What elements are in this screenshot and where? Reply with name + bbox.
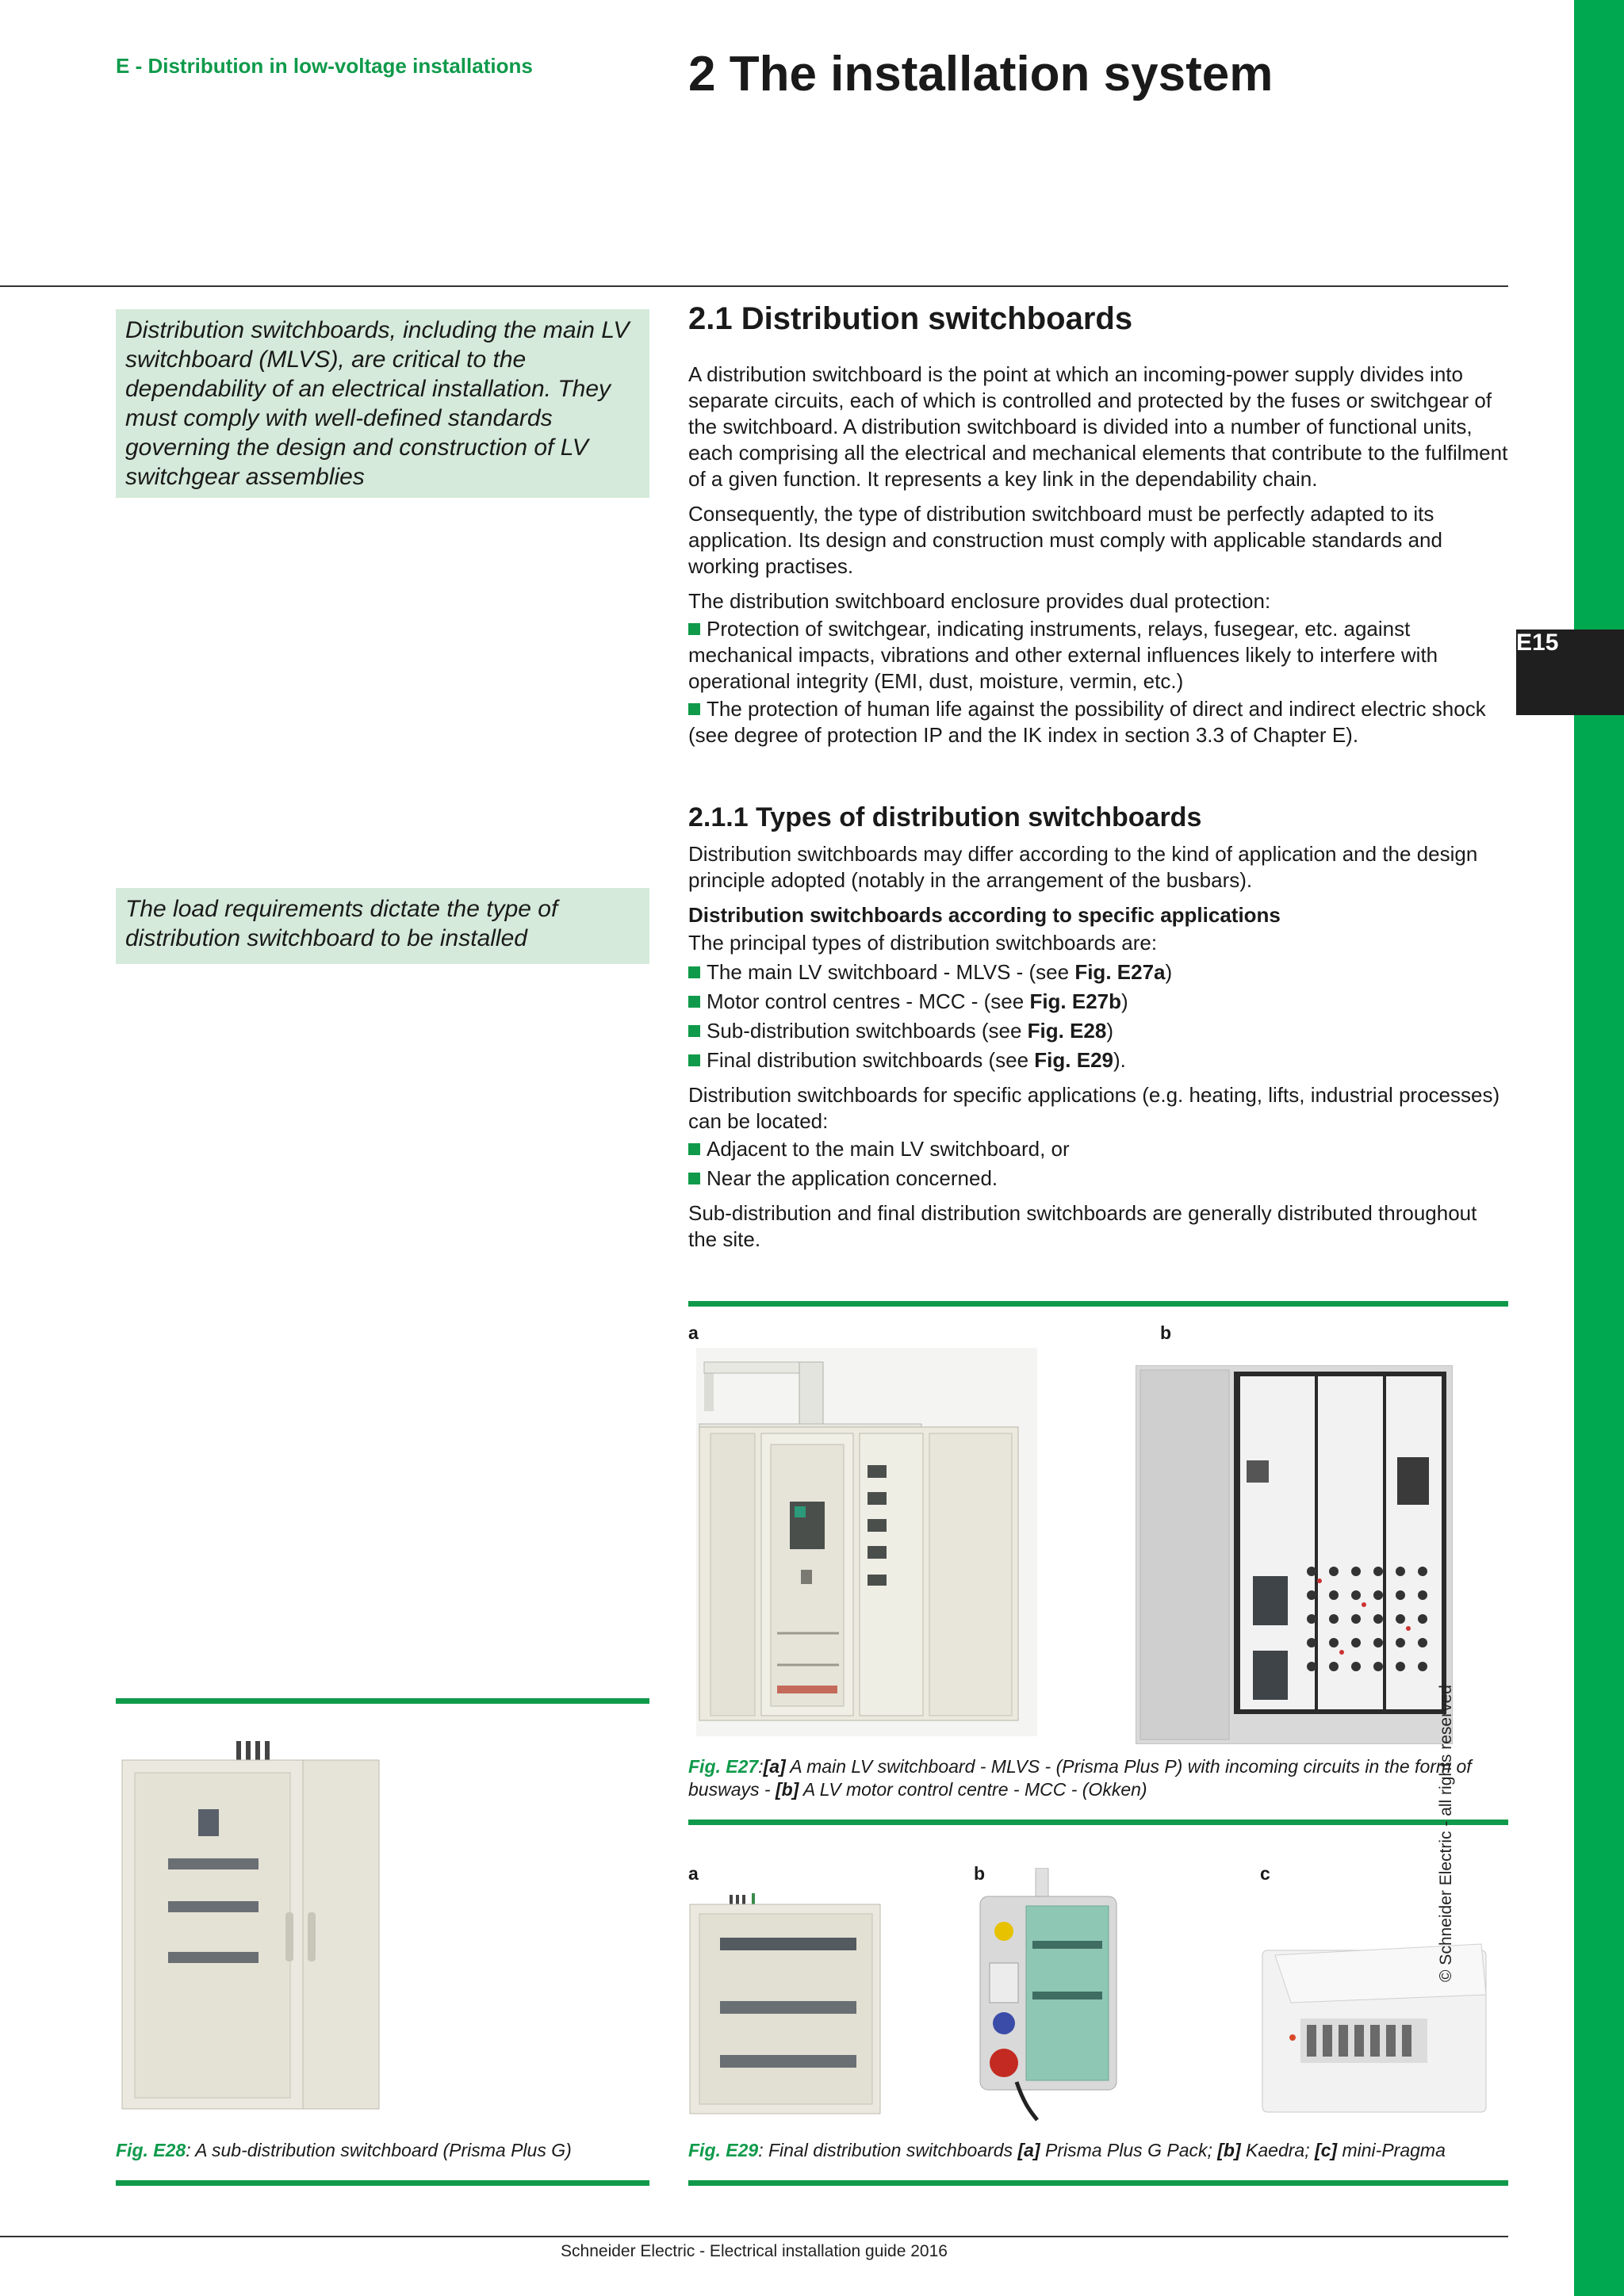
figure-reference[interactable]: Fig. E29 xyxy=(1034,1048,1113,1072)
list-item: The main LV switchboard - MLVS - (see Fig. E27a) xyxy=(688,959,1508,985)
copyright-notice: © Schneider Electric - all rights reserved xyxy=(1437,1685,1455,1982)
section-heading: 2.1 Distribution switchboards xyxy=(688,301,1133,336)
sidenote-load-requirements: The load requirements dictate the type of distribution switchboard to be installed xyxy=(116,888,649,964)
paragraph: A distribution switchboard is the point at which an incoming-power supply divides into separate circuits, each of which is controlled and protected by the fuses or switchgear of the switchboard. A distribution switchboard is divided into a number of functional units, each comprising all the electrical and mechanical elements that contribute to the fulfilment of a given function. It represents a key link in the dependability chain. xyxy=(688,362,1508,491)
page-title: 2 The installation system xyxy=(688,47,1274,101)
green-square-bullet-icon xyxy=(688,703,700,715)
list-item: Sub-distribution switchboards (see Fig. E28) xyxy=(688,1018,1508,1044)
prisma-plus-g-pack-image xyxy=(688,1892,887,2122)
green-square-bullet-icon xyxy=(688,1143,700,1155)
figure-label-a: a xyxy=(688,1322,699,1343)
green-square-bullet-icon xyxy=(688,1054,700,1066)
paragraph: Sub-distribution and final distribution switchboards are generally distributed throughout the site. xyxy=(688,1201,1477,1251)
figure-caption-e29: Fig. E29: Final distribution switchboards [a] Prisma Plus G Pack; [b] Kaedra; [c] mini-Pragma xyxy=(688,2140,1446,2160)
figure-rule xyxy=(688,1820,1508,1825)
figure-rule xyxy=(116,2180,649,2186)
figure-caption-label: Fig. E27 xyxy=(688,1756,759,1777)
green-square-bullet-icon xyxy=(688,996,700,1008)
bullet-item: Protection of switchgear, indicating instruments, relays, fusegear, etc. against mechanical impacts, vibrations and other external influences likely to interfere with operational integrity (EMI, dust, moisture, vermin, etc.) xyxy=(688,617,1438,693)
page-number-tab xyxy=(1516,629,1624,715)
figure-caption-e27: Fig. E27:[a] A main LV switchboard - MLVS - (Prisma Plus P) with incoming circuits in the form of busways - [b] A LV motor control centre - MCC - (Okken) xyxy=(688,1756,1472,1800)
list-item: Final distribution switchboards (see Fig. E29). xyxy=(688,1047,1508,1073)
figure-label-a: a xyxy=(688,1863,699,1884)
sub-distribution-switchboard-image xyxy=(117,1736,387,2117)
bottom-divider xyxy=(0,2236,1508,2237)
paragraph: The distribution switchboard enclosure provides dual protection: xyxy=(688,589,1271,613)
green-square-bullet-icon xyxy=(688,1173,700,1184)
top-divider xyxy=(0,285,1508,287)
bold-subheading: Distribution switchboards according to specific applications xyxy=(688,903,1281,927)
list-item: Adjacent to the main LV switchboard, or xyxy=(688,1136,1508,1162)
figure-caption-e28: Fig. E28: A sub-distribution switchboard (Prisma Plus G) xyxy=(116,2140,572,2160)
figure-rule xyxy=(688,2180,1508,2186)
mcc-switchboard-image xyxy=(1136,1365,1453,1744)
mlvs-switchboard-image xyxy=(688,1348,1037,1736)
figure-label-c: c xyxy=(1260,1863,1270,1884)
figure-label-b: b xyxy=(1160,1322,1172,1343)
subsection-body xyxy=(688,841,1508,1261)
paragraph: Distribution switchboards may differ according to the kind of application and the design principle adopted (notably in the arrangement of the busbars). xyxy=(688,842,1478,892)
paragraph: The principal types of distribution switchboards are: xyxy=(688,931,1158,955)
page-footer: Schneider Electric - Electrical installation guide 2016 xyxy=(561,2242,948,2260)
green-square-bullet-icon xyxy=(688,966,700,978)
chapter-heading: E - Distribution in low-voltage installations xyxy=(116,54,533,78)
figure-reference[interactable]: Fig. E27a xyxy=(1074,960,1166,984)
figure-top-rule xyxy=(688,1301,1508,1307)
green-square-bullet-icon xyxy=(688,1025,700,1037)
bullet-item: The protection of human life against the possibility of direct and indirect electric shock (see degree of protection IP and the IK index in section 3.3 of Chapter E). xyxy=(688,697,1486,747)
section-body xyxy=(688,362,1508,748)
green-square-bullet-icon xyxy=(688,623,700,635)
kaedra-image xyxy=(977,1868,1120,2122)
paragraph: Consequently, the type of distribution switchboard must be perfectly adapted to its application. Its design and construction must comply with applicable standards and working practises. xyxy=(688,502,1442,578)
green-side-bar xyxy=(1574,0,1624,2296)
paragraph: Distribution switchboards for specific applications (e.g. heating, lifts, industrial processes) can be located: xyxy=(688,1083,1500,1133)
figure-reference[interactable]: Fig. E28 xyxy=(1027,1019,1107,1043)
figure-caption-label: Fig. E29 xyxy=(688,2140,759,2160)
figure-reference[interactable]: Fig. E27b xyxy=(1029,989,1122,1013)
list-item: Near the application concerned. xyxy=(688,1165,1508,1192)
page-number: E15 xyxy=(1516,629,1559,656)
sidenote-dependability: Distribution switchboards, including the main LV switchboard (MLVS), are critical to the dependability of an electrical installation. They must comply with well-defined standards governing the design and construction of LV switchgear assemblies xyxy=(116,309,649,498)
subsection-heading: 2.1.1 Types of distribution switchboards xyxy=(688,802,1202,832)
list-item: Motor control centres - MCC - (see Fig. E27b) xyxy=(688,989,1508,1015)
figure-caption-label: Fig. E28 xyxy=(116,2140,186,2160)
figure-top-rule xyxy=(116,1698,649,1704)
figure-label-b: b xyxy=(974,1863,986,1884)
